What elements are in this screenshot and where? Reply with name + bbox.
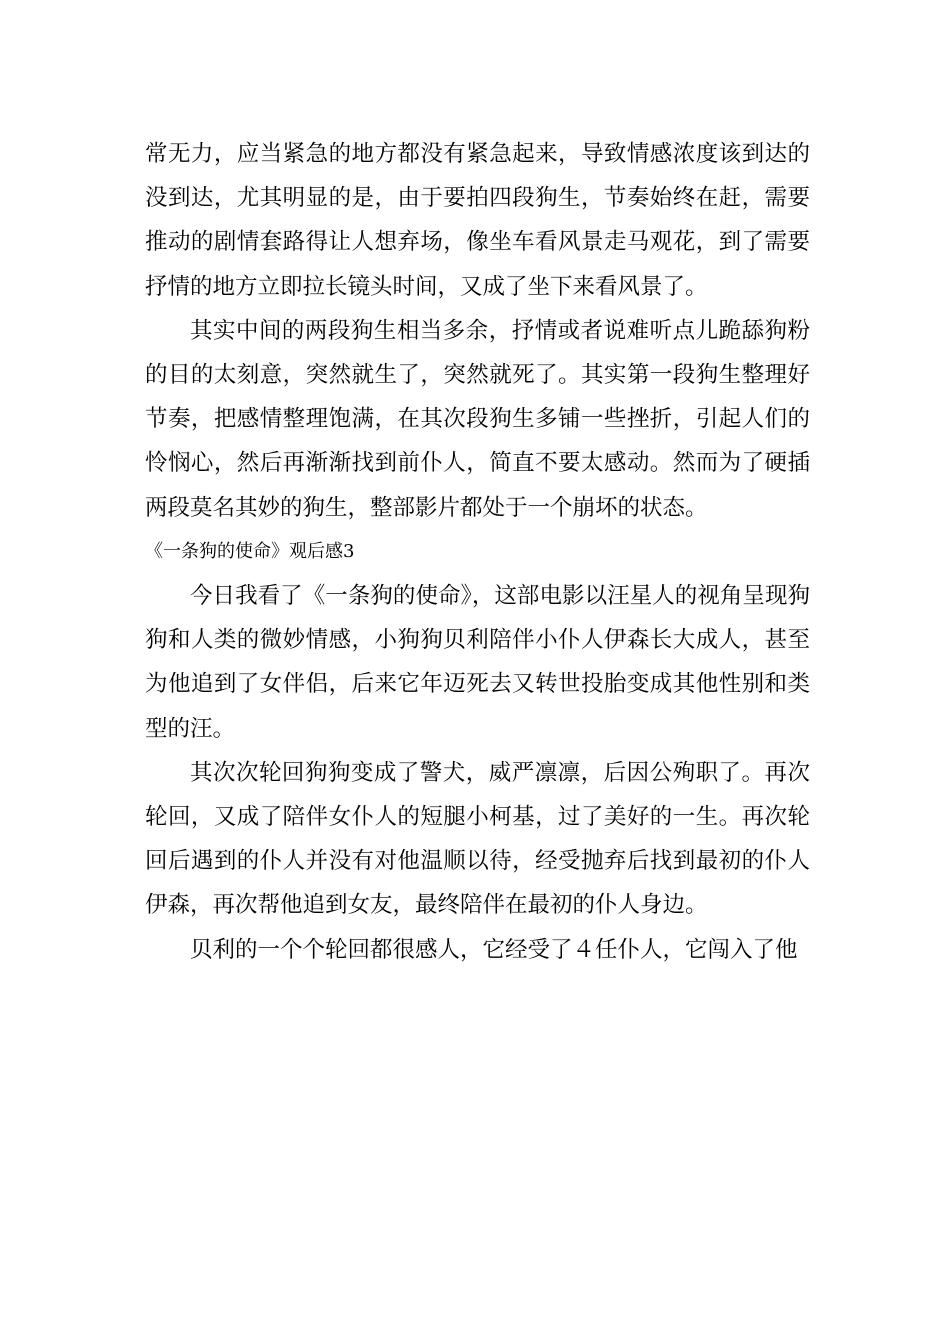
paragraph-continued: 常无力，应当紧急的地方都没有紧急起来，导致情感浓度该到达的没到达，尤其明显的是，由于要拍四段狗生，节奏始终在赶，需要推动的剧情套路得让人想弃场，像坐车看风景走马观花，到了需要抒情的地方立即拉长镜头时间，又成了坐下来看风景了。 [145, 141, 810, 300]
document-body [145, 132, 810, 972]
paragraph: 今日我看了《一条狗的使命》，这部电影以汪星人的视角呈现狗狗和人类的微妙情感，小狗狗贝利陪伴小仆人伊森长大成人，甚至为他追到了女伴侣，后来它年迈死去又转世投胎变成其他性别和类型的汪。 [145, 583, 810, 742]
paragraph: 其实中间的两段狗生相当多余，抒情或者说难听点儿跪舔狗粉的目的太刻意，突然就生了，突然就死了。其实第一段狗生整理好节奏，把感情整理饱满，在其次段狗生多铺一些挫折，引起人们的怜悯心，然后再渐渐找到前仆人，简直不要太感动。然而为了硬插两段莫名其妙的狗生，整部影片都处于一个崩坏的状态。 [145, 317, 810, 521]
paragraph: 贝利的一个个轮回都很感人，它经受了４任仆人，它闯入了他 [190, 936, 798, 963]
paragraph: 其次次轮回狗狗变成了警犬，威严凛凛，后因公殉职了。再次轮回，又成了陪伴女仆人的短腿小柯基，过了美好的一生。再次轮回后遇到的仆人并没有对他温顺以待，经受抛弃后找到最初的仆人伊森，再次帮他追到女友，最终陪伴在最初的仆人身边。 [145, 759, 810, 919]
section-heading: 《一条狗的使命》观后感3 [145, 540, 355, 562]
